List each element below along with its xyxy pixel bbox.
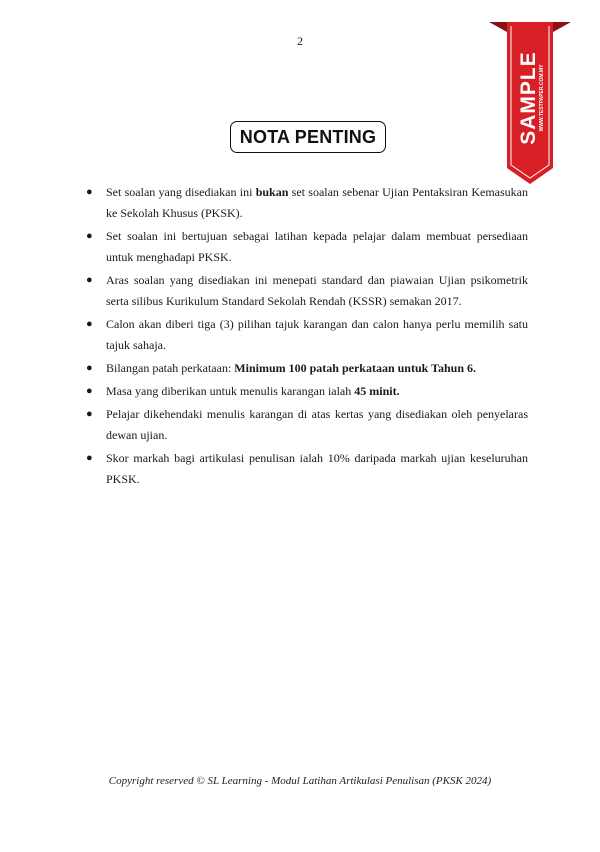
sample-label: SAMPLE — [517, 51, 540, 145]
page-number: 2 — [297, 34, 303, 48]
note-bold-text: Minimum 100 patah perkataan untuk Tahun 6. — [234, 361, 477, 375]
note-text: Set soalan yang disediakan ini — [106, 185, 256, 199]
note-item — [86, 381, 528, 402]
note-item — [86, 448, 528, 490]
bullet-icon: ● — [86, 318, 93, 330]
note-text: Aras soalan yang disediakan ini menepati standard dan piawaian Ujian psikometrik serta silibus Kurikulum Standard Sekolah Rendah (KSSR) semakan 2017. — [106, 273, 528, 308]
bullet-icon: ● — [86, 408, 93, 420]
note-item — [86, 404, 528, 446]
bullet-icon: ● — [86, 362, 93, 374]
note-item — [86, 182, 528, 224]
note-text: set soalan sebenar Ujian Pentaksiran Kemasukan ke Sekolah Khusus (PKSK). — [106, 185, 528, 220]
note-item — [86, 314, 528, 356]
note-text: Calon akan diberi tiga (3) pilihan tajuk karangan dan calon hanya perlu memilih satu tajuk sahaja. — [106, 317, 528, 352]
note-text: Bilangan patah perkataan: — [106, 361, 235, 375]
bullet-icon: ● — [86, 452, 93, 464]
copyright-footer: Copyright reserved © SL Learning - Modul Latihan Artikulasi Penulisan (PKSK 2024) — [108, 775, 492, 787]
note-item — [86, 358, 528, 379]
sample-url: WWW.TESTPAPER.COM.MY — [539, 64, 545, 132]
note-item — [86, 270, 528, 312]
bullet-icon: ● — [86, 274, 93, 286]
page-title — [230, 121, 386, 153]
note-bold-text: bukan — [255, 185, 289, 199]
note-text: Masa yang diberikan untuk menulis karangan ialah — [106, 384, 355, 398]
note-bold-text: 45 minit. — [354, 384, 400, 398]
bullet-icon: ● — [86, 230, 93, 242]
bullet-icon: ● — [86, 385, 93, 397]
page-title-text: NOTA PENTING — [239, 126, 377, 147]
bullet-icon: ● — [86, 186, 93, 198]
note-text: Skor markah bagi artikulasi penulisan ialah 10% daripada markah ujian keseluruhan PKSK. — [106, 451, 528, 486]
notes-list — [86, 182, 528, 492]
note-text: Set soalan ini bertujuan sebagai latihan kepada pelajar dalam membuat persediaan untuk menghadapi PKSK. — [106, 229, 528, 264]
note-item — [86, 226, 528, 268]
note-text: Pelajar dikehendaki menulis karangan di atas kertas yang disediakan oleh penyelaras dewan ujian. — [106, 407, 528, 442]
